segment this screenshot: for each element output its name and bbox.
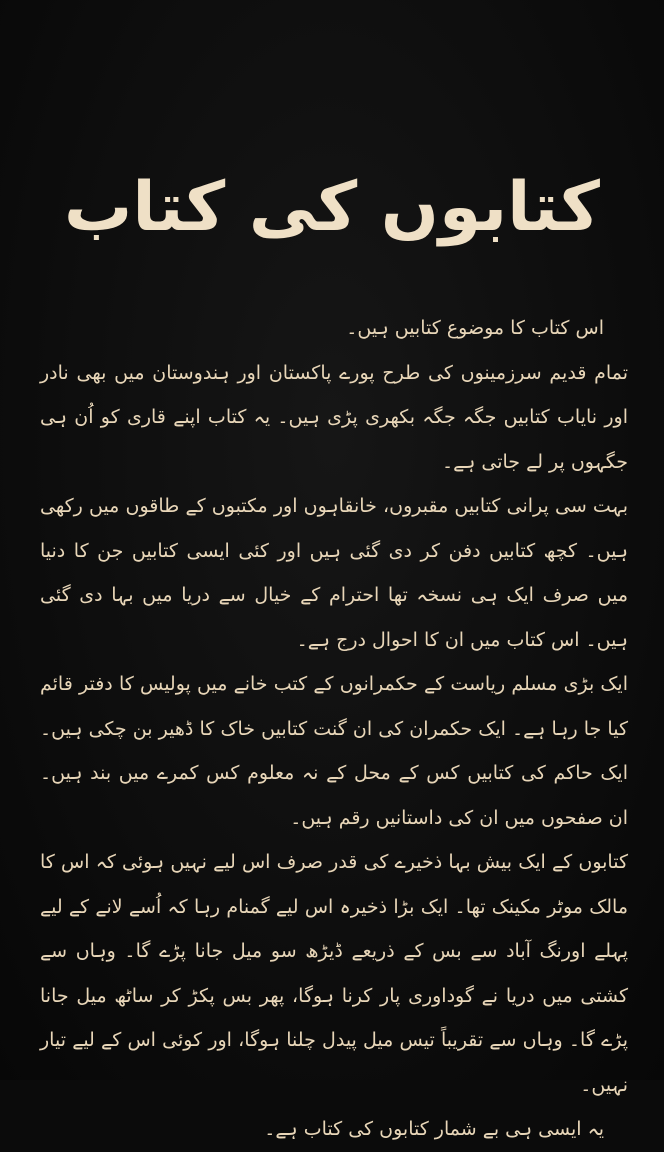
paragraph-1: اس کتاب کا موضوع کتابیں ہیں۔ xyxy=(346,317,604,339)
paragraph-2: تمام قدیم سرزمینوں کی طرح پورے پاکستان اور ہندوستان میں بھی نادر اور نایاب کتابیں جگہ جگہ بکھری پڑی ہیں۔ یہ کتاب اپنے قاری کو اُن ہی جگہوں پر لے جاتی ہے۔ xyxy=(40,361,628,473)
paragraph-4: ایک بڑی مسلم ریاست کے حکمرانوں کے کتب خانے میں پولیس کا دفتر قائم کیا جا رہا ہے۔ ایک حکمران کی ان گنت کتابیں خاک کا ڈھیر بن چکی ہیں۔ ایک حاکم کی کتابیں کس کے محل کے نہ معلوم کس کمرے میں بند ہیں۔ ان صفحوں میں ان کی داستانیں رقم ہیں۔ xyxy=(40,673,628,829)
body-text xyxy=(40,306,628,1152)
paragraph-5: کتابوں کے ایک بیش بہا ذخیرے کی قدر صرف اس لیے نہیں ہوئی کہ اس کا مالک موٹر مکینک تھا۔ ایک بڑا ذخیرہ اس لیے گمنام رہا کہ اُسے لانے کے لیے پہلے اورنگ آباد سے بس کے ذریعے ڈیڑھ سو میل جانا پڑے گا۔ وہاں سے کشتی میں دریا نے گوداوری پار کرنا ہوگا، پھر بس پکڑ کر ساٹھ میل جانا پڑے گا۔ وہاں سے تقریباً تیس میل پیدل چلنا ہوگا، اور کوئی اس کے لیے تیار نہیں۔ xyxy=(40,851,628,1096)
paragraph-6: یہ ایسی ہی بے شمار کتابوں کی کتاب ہے۔ xyxy=(264,1118,604,1140)
paragraph-3: بہت سی پرانی کتابیں مقبروں، خانقاہوں اور مکتبوں کے طاقوں میں رکھی ہیں۔ کچھ کتابیں دفن کر دی گئی ہیں اور کئی ایسی کتابیں جن کا دنیا میں صرف ایک ہی نسخہ تھا احترام کے خیال سے دریا میں بہا دی گئی ہیں۔ اس کتاب میں ان کا احوال درج ہے۔ xyxy=(40,495,628,651)
page-title: کتابوں کی کتاب xyxy=(64,168,600,247)
